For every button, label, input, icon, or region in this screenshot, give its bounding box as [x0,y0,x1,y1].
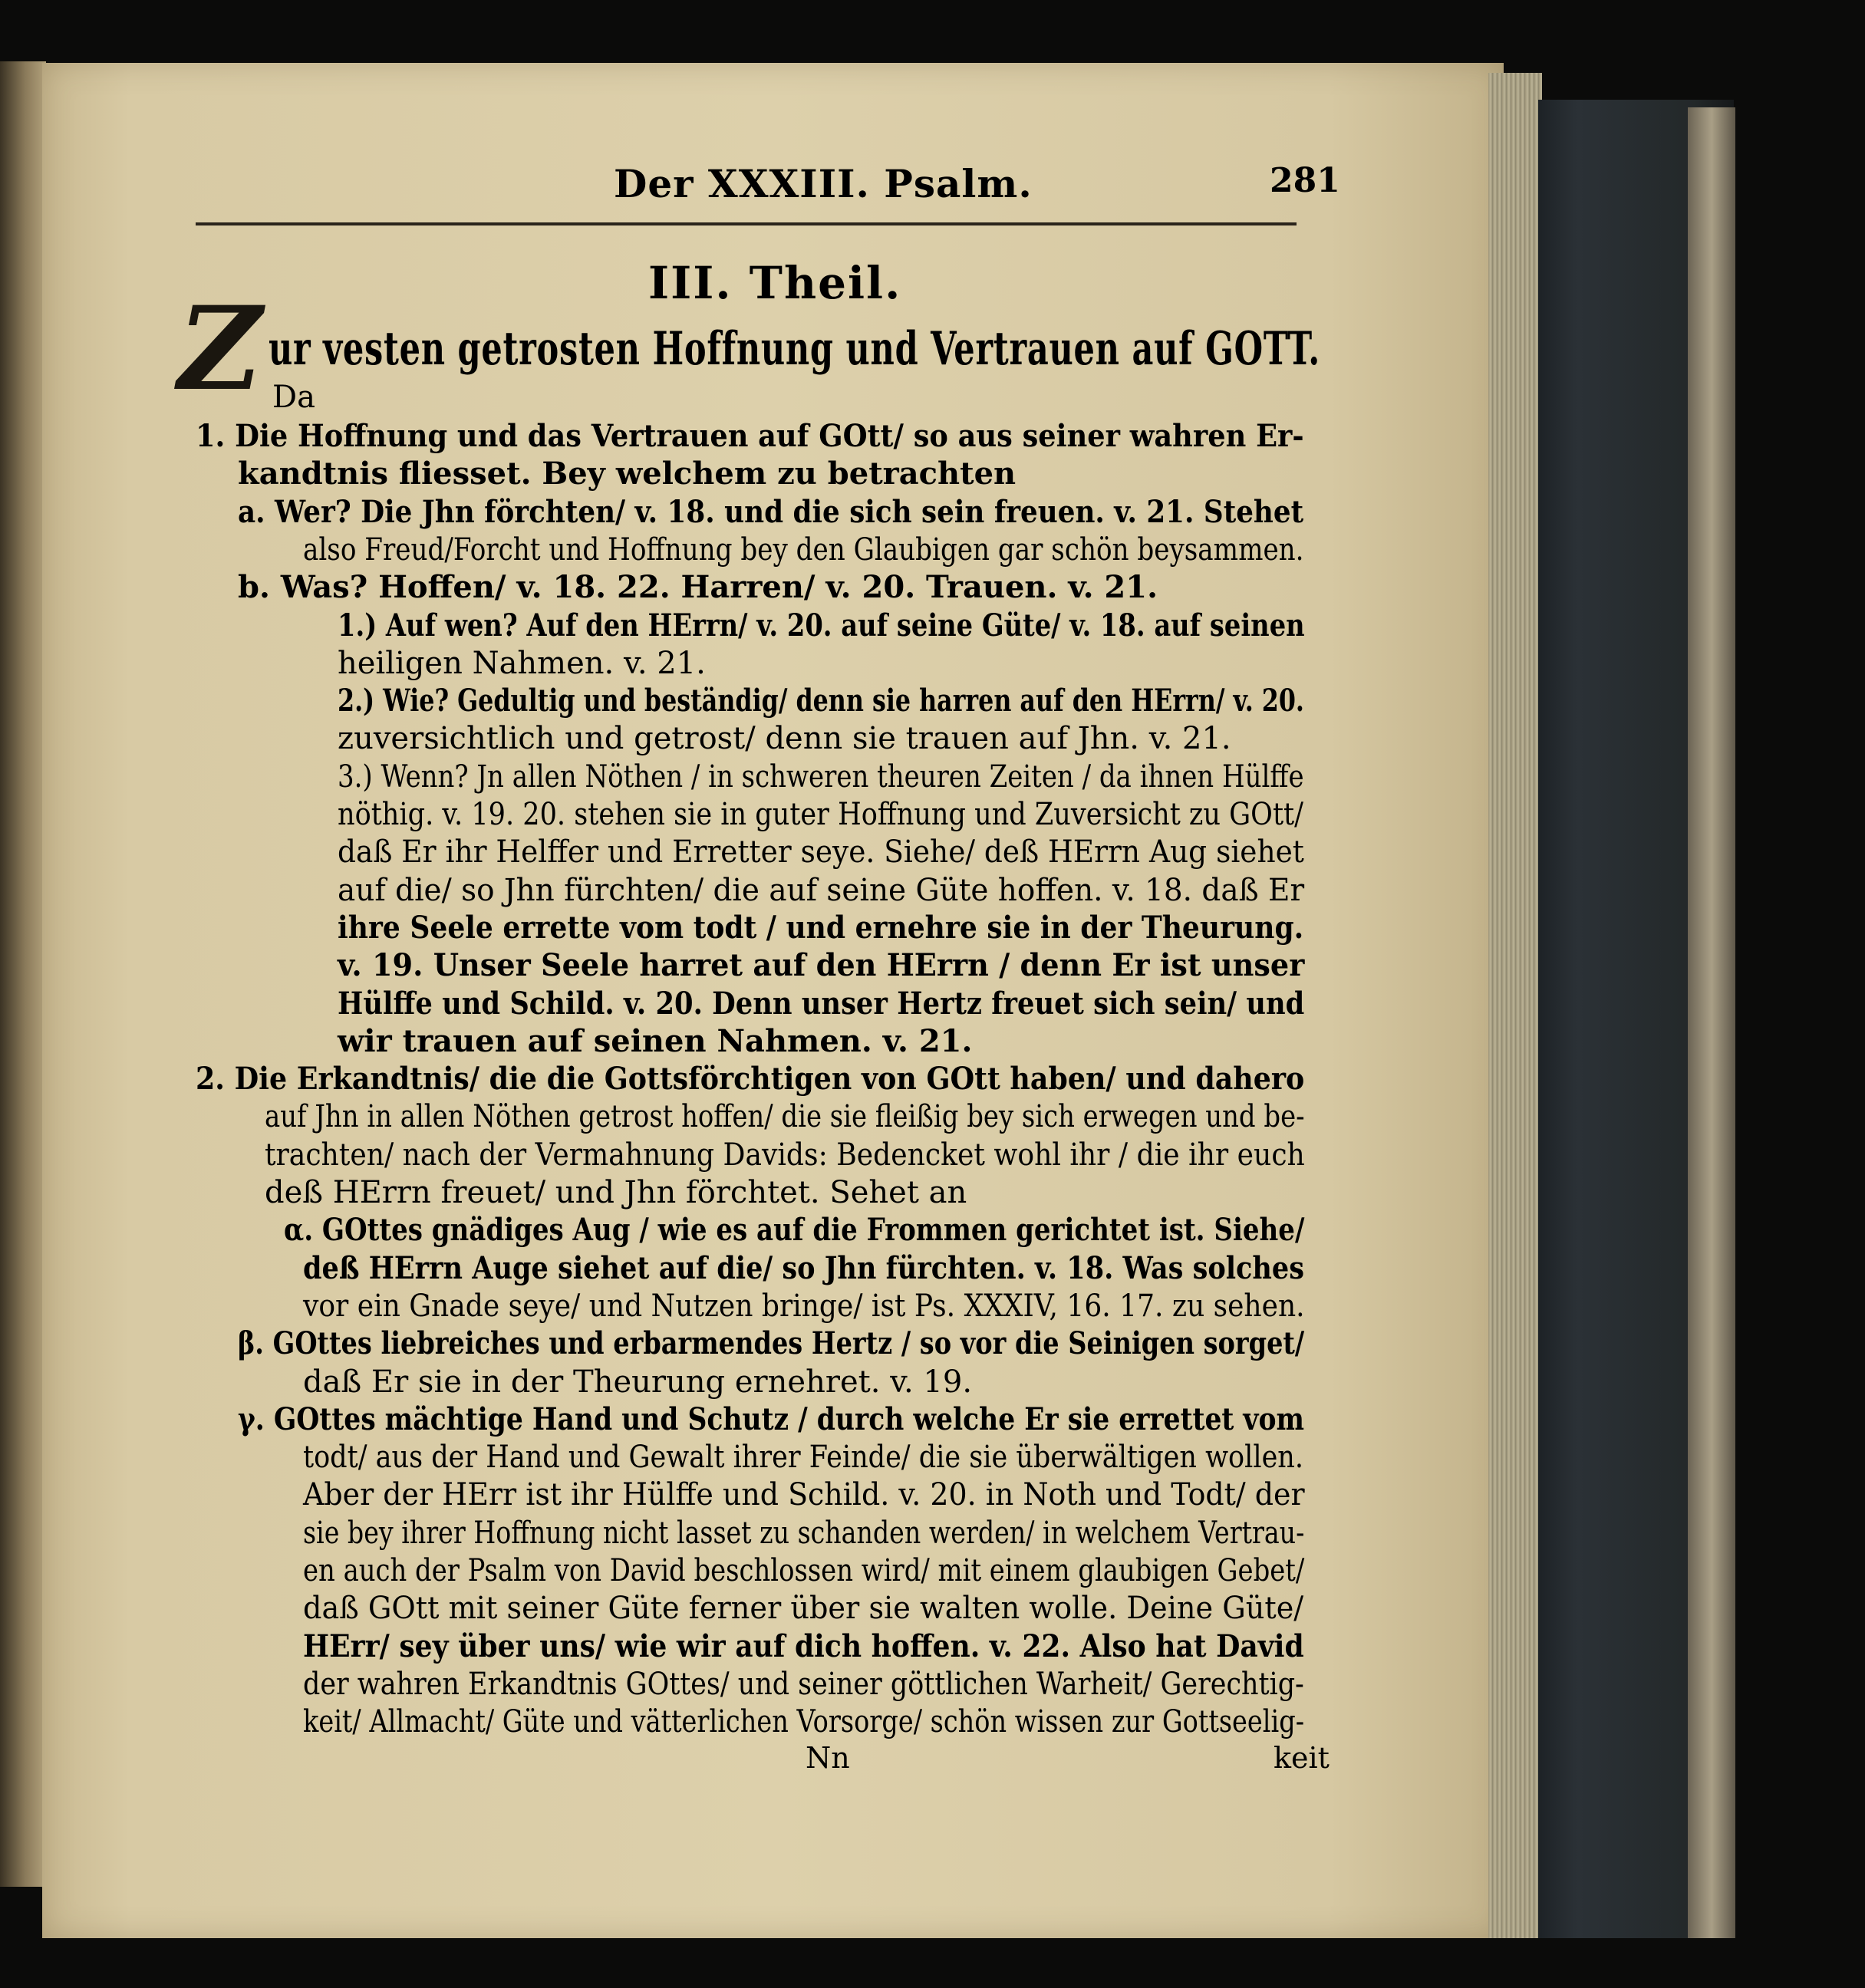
text-line: 1. Die Hoffnung und das Vertrauen auf GOtt/ so aus seiner wahren Er- [196,418,1304,454]
text-line: Hülffe und Schild. v. 20. Denn unser Hertz freuet sich sein/ und [338,986,1305,1022]
header-rule [196,222,1297,225]
text-line: Aber der HErr ist ihr Hülffe und Schild. v. 20. in Noth und Todt/ der [303,1477,1305,1512]
text-line: daß Er sie in der Theurung ernehret. v. 19. [303,1364,973,1400]
text-line: HErr/ sey über uns/ wie wir auf dich hoffen. v. 22. Also hat David [303,1628,1304,1664]
background [0,1938,1865,1988]
text-line: deß HErrn Auge siehet auf die/ so Jhn fürchten. v. 18. Was solches [303,1250,1304,1286]
part-title: III. Theil. [648,257,902,309]
text-line: v. 19. Unser Seele harret auf den HErrn / denn Er ist unser [338,947,1305,983]
text-line: zuversichtlich und getrost/ denn sie trauen auf Jhn. v. 21. [338,721,1231,756]
heading-lead-word: Da [272,380,315,415]
text-line: auf Jhn in allen Nöthen getrost hoffen/ die sie fleißig bey sich erwegen und be- [265,1099,1305,1134]
text-line: daß Er ihr Helffer und Erretter seye. Siehe/ deß HErrn Aug siehet [338,834,1304,870]
text-line: heiligen Nahmen. v. 21. [338,646,706,681]
text-line: β. GOttes liebreiches und erbarmendes Hertz / so vor die Seinigen sorget/ [238,1325,1305,1361]
text-line: der wahren Erkandtnis GOttes/ und seiner göttlichen Warheit/ Gerechtig- [303,1667,1304,1702]
text-line: α. GOttes gnädiges Aug / wie es auf die Frommen gerichtet ist. Siehe/ [284,1212,1305,1248]
text-line: 2.) Wie? Gedultig und beständig/ denn sie harren auf den HErrn/ v. 20. [338,683,1304,719]
text-line: ihre Seele errette vom todt / und ernehre sie in der Theurung. [338,910,1304,946]
running-title: Der XXXIII. Psalm. [614,161,1033,206]
text-line: 3.) Wenn? Jn allen Nöthen / in schweren theuren Zeiten / da ihnen Hülffe [338,759,1304,795]
page-block-edges [1488,73,1542,1944]
section-heading: ur vesten getrosten Hoffnung und Vertrauen auf GOTT. [269,322,1321,376]
text-line: keit/ Allmacht/ Güte und vätterlichen Vorsorge/ schön wissen zur Gottseelig- [303,1704,1305,1740]
facing-page-edge [0,61,46,1887]
text-line: wir trauen auf seinen Nahmen. v. 21. [338,1023,973,1059]
text-line: todt/ aus der Hand und Gewalt ihrer Feinde/ die sie überwältigen wollen. [303,1440,1304,1475]
text-line: γ. GOttes mächtige Hand und Schutz / durch welche Er sie errettet vom [238,1401,1305,1437]
drop-cap-initial: Z [178,281,262,416]
text-line: daß GOtt mit seiner Güte ferner über sie walten wolle. Deine Güte/ [303,1591,1304,1626]
catchword: keit [1274,1741,1330,1775]
text-line: nöthig. v. 19. 20. stehen sie in guter Hoffnung und Zuversicht zu GOtt/ [338,797,1303,832]
book-cover-rim [1688,107,1735,1971]
text-line: sie bey ihrer Hoffnung nicht lasset zu schanden werden/ in welchem Vertrau- [303,1516,1305,1551]
page-number: 281 [1270,161,1340,200]
text-line: kandtnis fliesset. Bey welchem zu betrachten [238,456,1017,492]
text-line: a. Wer? Die Jhn förchten/ v. 18. und die sich sein freuen. v. 21. Stehet [238,494,1304,530]
text-line: deß HErrn freuet/ und Jhn förchtet. Sehet an [265,1175,967,1210]
text-line: en auch der Psalm von David beschlossen wird/ mit einem glaubigen Gebet/ [303,1553,1305,1588]
text-line: auf die/ so Jhn fürchten/ die auf seine Güte hoffen. v. 18. daß Er [338,873,1305,908]
text-line: 1.) Auf wen? Auf den HErrn/ v. 20. auf seine Güte/ v. 18. auf seinen [338,607,1305,643]
signature-mark: Nn [806,1741,850,1775]
text-line: trachten/ nach der Vermahnung Davids: Bedencket wohl ihr / die ihr euch [265,1137,1305,1173]
text-line: 2. Die Erkandtnis/ die die Gottsförchtigen von GOtt haben/ und dahero [196,1061,1305,1097]
text-line: vor ein Gnade seye/ und Nutzen bringe/ ist Ps. XXXIV, 16. 17. zu sehen. [303,1289,1305,1324]
text-line: also Freud/Forcht und Hoffnung bey den Glaubigen gar schön beysammen. [303,532,1304,568]
text-line: b. Was? Hoffen/ v. 18. 22. Harren/ v. 20. Trauen. v. 21. [238,569,1158,605]
